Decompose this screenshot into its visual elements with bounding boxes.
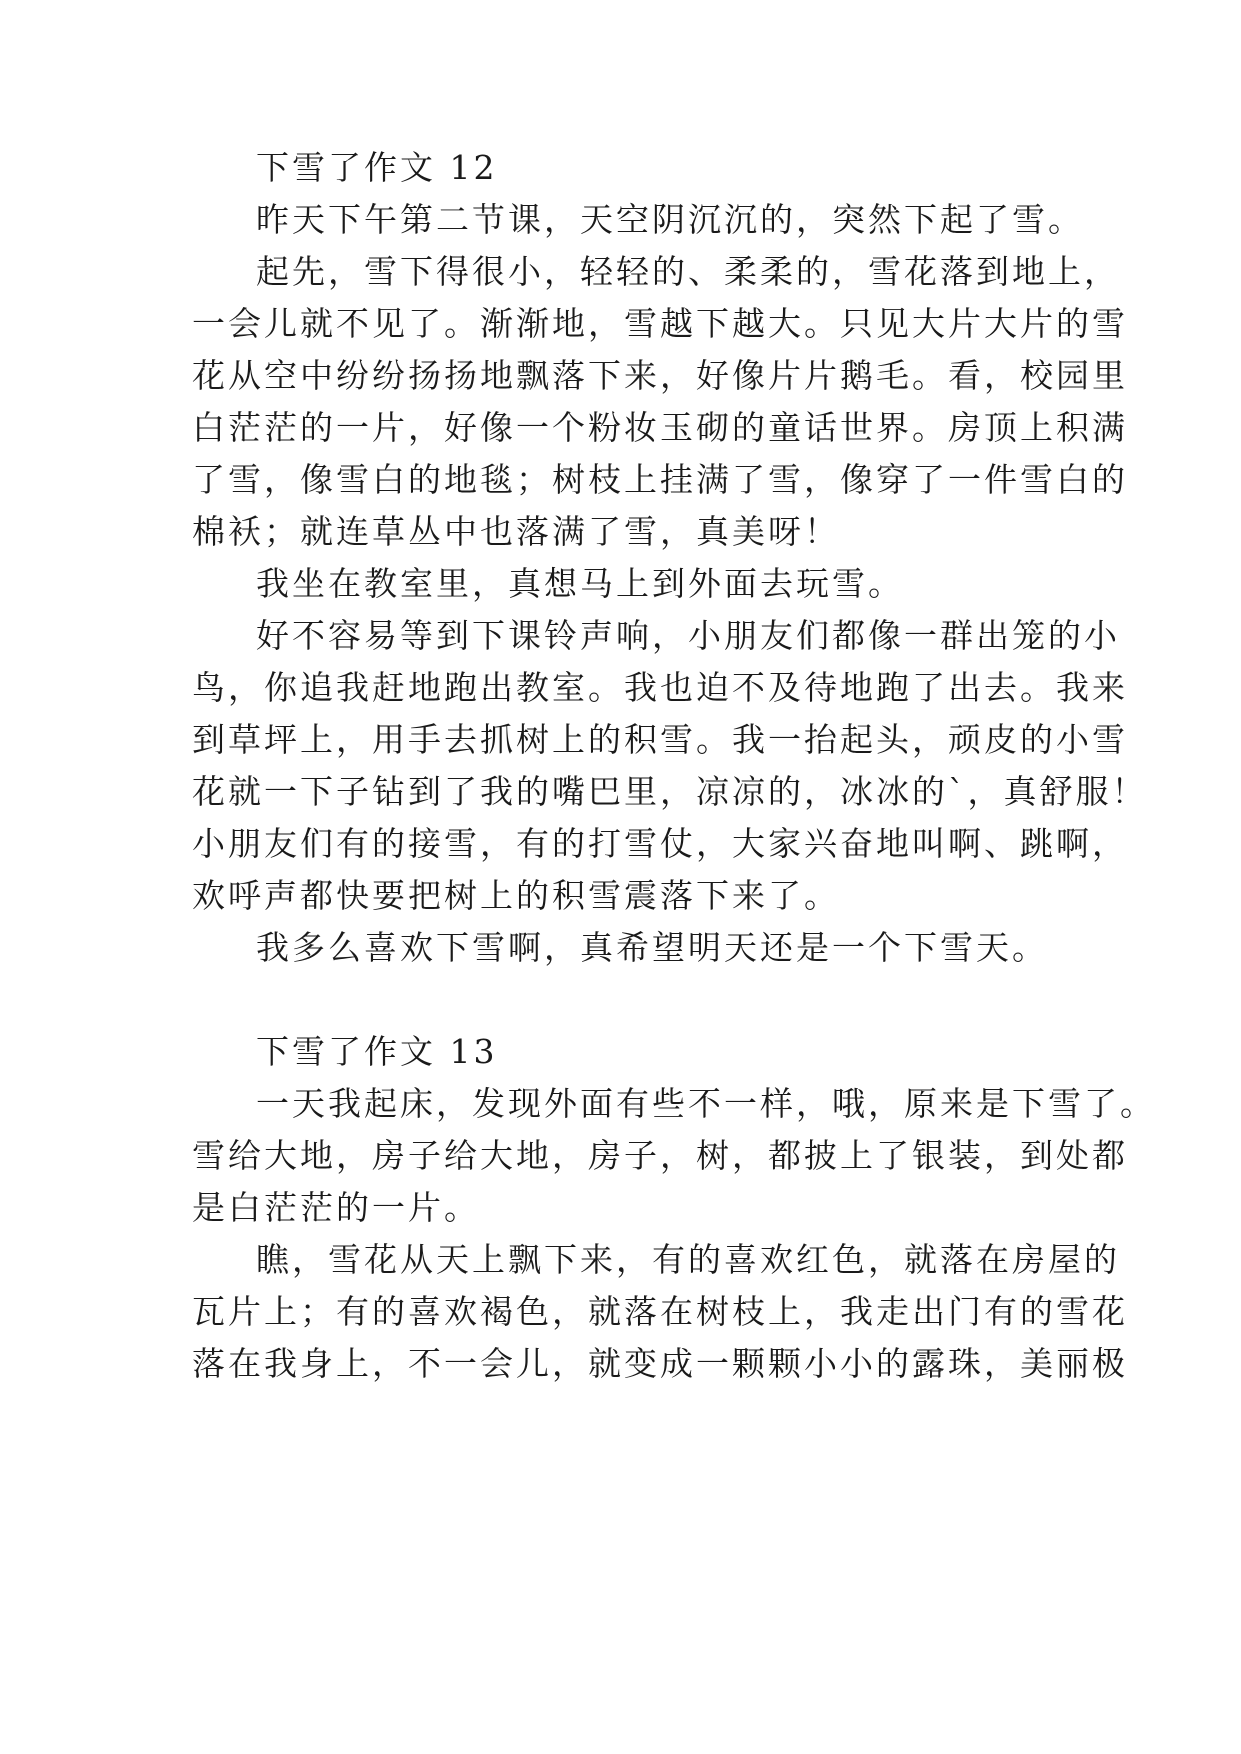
essay-12-line: 到草坪上，用手去抓树上的积雪。我一抬起头，顽皮的小雪 — [192, 720, 1128, 759]
essay-12-title: 下雪了作文 12 — [256, 148, 498, 187]
essay-12-line: 小朋友们有的接雪，有的打雪仗，大家兴奋地叫啊、跳啊， — [192, 824, 1128, 863]
essay-13-line: 瓦片上；有的喜欢褐色，就落在树枝上，我走出门有的雪花 — [192, 1292, 1128, 1331]
essay-12-line: 花从空中纷纷扬扬地飘落下来，好像片片鹅毛。看，校园里 — [192, 356, 1128, 395]
essay-13-line: 是白茫茫的一片。 — [192, 1188, 480, 1227]
essay-12-line: 花就一下子钻到了我的嘴巴里，凉凉的，冰冰的`，真舒服！ — [192, 772, 1148, 811]
essay-12-line: 棉袄；就连草丛中也落满了雪，真美呀！ — [192, 512, 840, 551]
essay-13-title: 下雪了作文 13 — [256, 1032, 498, 1071]
essay-12-line: 了雪，像雪白的地毯；树枝上挂满了雪，像穿了一件雪白的 — [192, 460, 1128, 499]
essay-12-line: 白茫茫的一片，好像一个粉妆玉砌的童话世界。房顶上积满 — [192, 408, 1128, 447]
essay-12-line: 我坐在教室里，真想马上到外面去玩雪。 — [256, 564, 904, 603]
essay-13-line: 一天我起床，发现外面有些不一样，哦，原来是下雪了。 — [256, 1084, 1156, 1123]
essay-12-line: 欢呼声都快要把树上的积雪震落下来了。 — [192, 876, 840, 915]
essay-12-line: 昨天下午第二节课，天空阴沉沉的，突然下起了雪。 — [256, 200, 1084, 239]
essay-12-line: 鸟，你追我赶地跑出教室。我也迫不及待地跑了出去。我来 — [192, 668, 1128, 707]
essay-12-line: 好不容易等到下课铃声响，小朋友们都像一群出笼的小 — [256, 616, 1120, 655]
essay-12-line: 我多么喜欢下雪啊，真希望明天还是一个下雪天。 — [256, 928, 1048, 967]
essay-13-line: 雪给大地，房子给大地，房子，树，都披上了银装，到处都 — [192, 1136, 1128, 1175]
essay-13-line: 瞧，雪花从天上飘下来，有的喜欢红色，就落在房屋的 — [256, 1240, 1120, 1279]
essay-12-line: 起先，雪下得很小，轻轻的、柔柔的，雪花落到地上， — [256, 252, 1120, 291]
essay-12-line: 一会儿就不见了。渐渐地，雪越下越大。只见大片大片的雪 — [192, 304, 1128, 343]
essay-13-line: 落在我身上，不一会儿，就变成一颗颗小小的露珠，美丽极 — [192, 1344, 1128, 1383]
